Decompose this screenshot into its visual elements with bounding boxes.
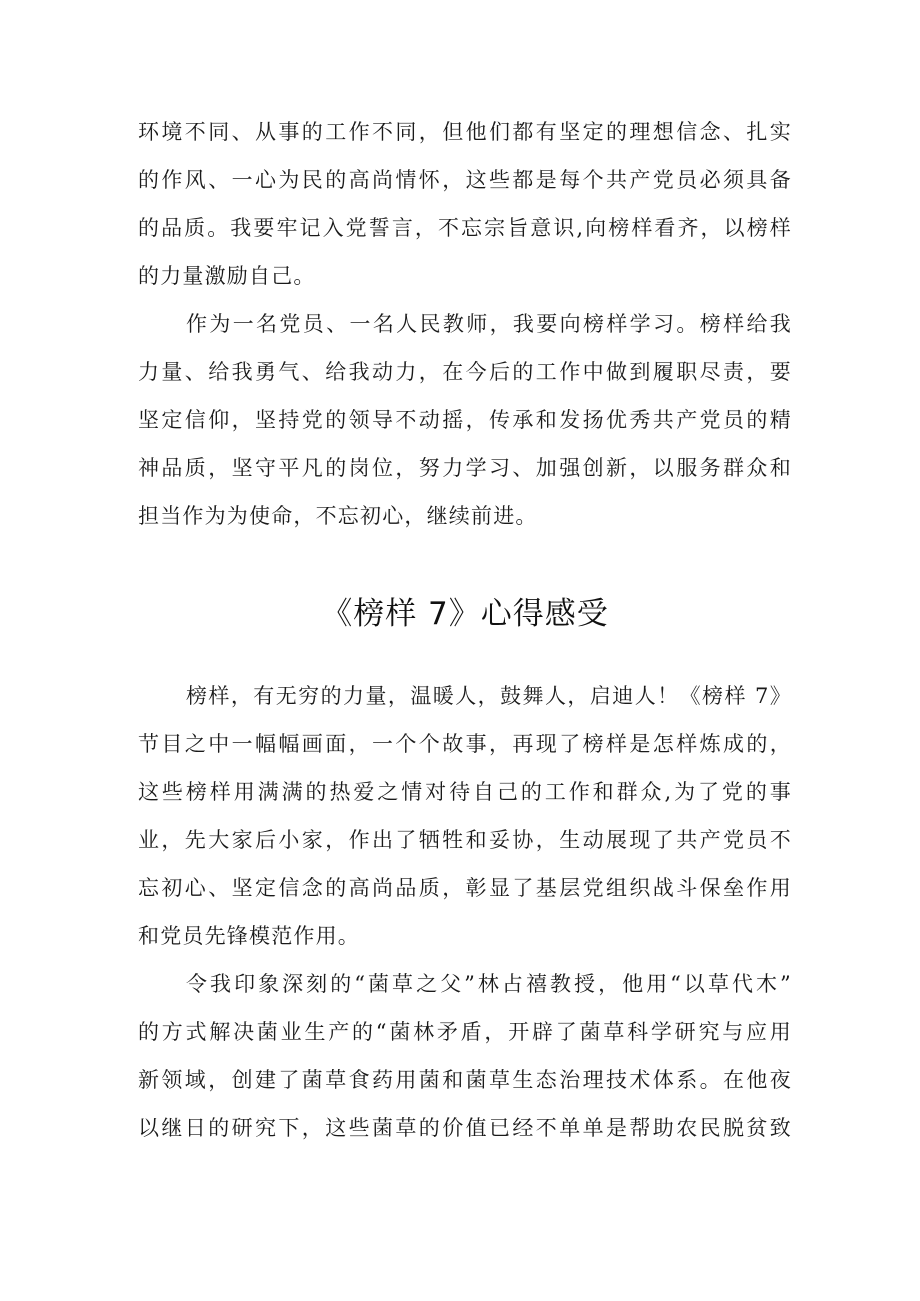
paragraph-intro (138, 672, 792, 960)
text-line: 业，先大家后小家，作出了牺牲和妥协，生动展现了共产党员不 (138, 828, 792, 852)
text-line: 作为一名党员、一名人民教师，我要向榜样学习。榜样给我 (186, 312, 792, 336)
text-line: 担当作为为使命，不忘初心，继续前进。 (138, 504, 538, 528)
text-line: 神品质，坚守平凡的岗位，努力学习、加强创新，以服务群众和 (138, 456, 792, 480)
section-title: 《榜样 7》心得感受 (321, 596, 609, 632)
paragraph-lin-zhanxi (138, 960, 792, 1152)
text-line: 令我印象深刻的“菌草之父”林占禧教授，他用“以草代木” (186, 972, 792, 996)
paragraph-teacher (138, 300, 792, 540)
text-line: 新领域，创建了菌草食药用菌和菌草生态治理技术体系。在他夜 (138, 1068, 792, 1092)
text-line: 的作风、一心为民的高尚情怀，这些都是每个共产党员必须具备 (138, 168, 792, 192)
text-line: 忘初心、坚定信念的高尚品质，彰显了基层党组织战斗保垒作用 (138, 876, 792, 900)
text-line: 的力量激励自己。 (138, 264, 316, 288)
paragraph-continuation (138, 108, 792, 300)
text-line: 的品质。我要牢记入党誓言，不忘宗旨意识,向榜样看齐，以榜样 (138, 216, 792, 240)
text-line: 坚定信仰，坚持党的领导不动摇，传承和发扬优秀共产党员的精 (138, 408, 792, 432)
document-page (138, 108, 792, 1152)
text-line: 这些榜样用满满的热爱之情对待自己的工作和群众,为了党的事 (138, 780, 792, 804)
text-line: 力量、给我勇气、给我动力，在今后的工作中做到履职尽责，要 (138, 360, 792, 384)
text-line: 环境不同、从事的工作不同，但他们都有坚定的理想信念、扎实 (138, 120, 792, 144)
text-line: 和党员先锋模范作用。 (138, 924, 360, 948)
text-line: 的方式解决菌业生产的“菌林矛盾，开辟了菌草科学研究与应用 (138, 1020, 792, 1044)
text-line: 节目之中一幅幅画面，一个个故事，再现了榜样是怎样炼成的， (138, 732, 792, 756)
text-line: 以继日的研究下，这些菌草的价值已经不单单是帮助农民脱贫致 (138, 1116, 792, 1140)
text-line: 榜样，有无穷的力量，温暖人，鼓舞人，启迪人！《榜样 7》 (186, 684, 792, 708)
